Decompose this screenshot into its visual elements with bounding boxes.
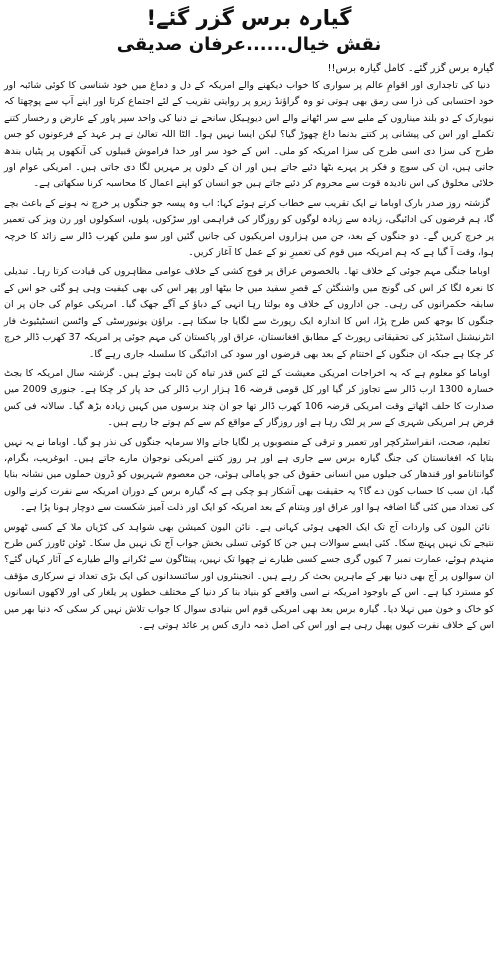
article-paragraph: دنیا کی تاجداری اور اقوامِ عالم پر سواری کا خواب دیکھنے والے امریکہ کے دل و دماغ میں خود شناسی کا کوئی شائبہ اور خود احتسابی کی ذرا سی رمق بھی ہوتی تو وہ گراؤنڈ زیرو پر روایتی تقریب کے لئے اجتماع کرتا اور اپنے آپ سے پوچھتا کہ نیویارک کے دو بلند میناروں کے ملبے سے سر اٹھانے والے اس دیوہیکل سانحے نے دنیا کی واحد سپر پاور کے عارض و رخسار کتنے تکملے اور اس کی پیشانی پر کتنے بدنما داغ چھوڑ گیا؟ لیکن ایسا نہیں ہوا۔ الٹا اللہ تعالیٰ نے ہر عہد کے فرعونوں کو جس طرح کی سزا دی اسی طرح کی سزا امریکہ کو ملی۔ اس کے خود سر اور خدا فراموش قبیلوں کی آنکھوں پر پٹیاں بندھ جاتی ہیں، ان کی سوچ و فکر پر پہرے بٹھا دئیے جاتے ہیں اور ان کے دلوں پر مہریں لگا دی جاتی ہیں۔ امریکی عوام اور خلائی مخلوق کی اس نادیدہ قوت سے محروم کر دئیے جاتے ہیں جو انسان کو اپنے اعمال کا محاسبہ کرنا سکھاتی ہے۔	[4, 80, 494, 190]
article-subline: گیارہ برس گزر گئے۔ کامل گیارہ برس!!	[327, 63, 494, 74]
article-paragraph: اوباما کو معلوم ہے کہ یہ اخراجات امریکی معیشت کے لئے کس قدر تباہ کن ثابت ہوئے ہیں۔ گزشتہ سال امریکہ کا بجٹ خسارہ 1300 ارب ڈالر سے تجاوز کر گیا اور کل قومی قرضہ 16 ہزار ارب ڈالر کی حد پار کر چکا ہے۔ جنوری 2009 میں صدارت کا حلف اٹھاتے وقت امریکی قرضہ 106 کھرب ڈالر تھا جو ان چند برسوں میں کہیں زیادہ بڑھ گیا۔ سالانہ فی کس قرض ہر امریکی شہری کے سر پر لٹک رہا ہے اور روزگار کے مواقع کم سے کم ہوتے جا رہے ہیں۔	[4, 367, 494, 429]
article-paragraph: اوباما جنگی مہم جوئی کے خلاف تھا۔ بالخصوص عراق پر فوج کشی کے خلاف عوامی مظاہروں کی قیادت کرتا رہا۔ تبدیلی کا نعرہ لگا کر اس کی گونج میں واشنگٹن کے قصرِ سفید میں جا بیٹھا اور پھر اس کی بھی کیفیت وہی ہو گئی جو اس کے سابقہ حکمرانوں کی رہی۔ جن اداروں کے خلاف وہ بولتا رہا انہی کے دباؤ کے آگے جھک گیا۔ امریکی عوام کی جان پر ان جنگوں کا بوجھ کس طرح پڑا، اس کا اندازہ ایک رپورٹ سے لگایا جا سکتا ہے۔ براؤن یونیورسٹی کے واٹسن انسٹیٹیوٹ فار انٹرنیشنل اسٹڈیز کی تحقیقاتی رپورٹ کے مطابق افغانستان، عراق اور پاکستان کی مہم جوئی پر امریکہ 37 کھرب ڈالر خرچ کر چکا ہے جبکہ ان جنگوں کے اختتام کے بعد بھی قرضوں اور سود کی ادائیگی کا سلسلہ جاری رہے گا۔	[4, 266, 494, 360]
article-byline: نقش خیال......عرفان صدیقی	[116, 34, 382, 55]
article-paragraph: گزشتہ روز صدر بارک اوباما نے ایک تقریب سے خطاب کرتے ہوئے کہا: اب وہ پیسہ جو جنگوں پر خرچ نہ ہونے کے باعث بچے گا، ہم قرضوں کی ادائیگی، زیادہ سے زیادہ لوگوں کو روزگار کی فراہمی اور سڑکوں، پلوں، اسکولوں اور رن ویز کی تعمیر پر خرچ کریں گے۔ دو جنگوں کے بعد، جن میں ہزاروں امریکیوں کی جانیں گئیں اور سو ملین کھرب ڈالر سے زائد کا خرچہ ہوا، وقت آ گیا ہے کہ ہم امریکہ میں قوم کی تعمیرِ نو کے عمل کا آغاز کریں۔	[4, 197, 494, 259]
article-body	[4, 60, 494, 634]
article-paragraph: نائن الیون کی واردات آج تک ایک الجھی ہوئی کہانی ہے۔ نائن الیون کمیشن بھی شواہد کی کڑیاں ملا کے کسی ٹھوس نتیجے تک نہیں پہنچ سکا۔ کئی ایسے سوالات ہیں جن کا کوئی تسلی بخش جواب آج تک نہیں مل سکا۔ ٹوئن ٹاورز کس طرح منہدم ہوئے، عمارت نمبر 7 کیوں گری جسے کسی طیارے نے چھوا تک نہیں، پینٹاگون سے ٹکرانے والے طیارے کے آثار کہاں گئے؟ ان سوالوں پر آج بھی دنیا بھر کے ماہرین بحث کر رہے ہیں۔ انجینئروں اور سائنسدانوں کی ایک بڑی تعداد نے سرکاری مؤقف کو مسترد کیا ہے۔ اس کے باوجود امریکہ نے اسی واقعے کو بنیاد بنا کر دنیا کے مختلف خطوں پر یلغار کی اور لاکھوں انسانوں کو خاک و خون میں نہلا دیا۔ گیارہ برس بعد بھی امریکی قوم اس بنیادی سوال کا جواب تلاش نہیں کر سکی کہ دنیا بھر میں اس کے خلاف نفرت کیوں پھیل رہی ہے اور اس کی اصل ذمہ داری کس پر عائد ہوتی ہے۔	[4, 521, 494, 631]
article-paragraph: تعلیم، صحت، انفراسٹرکچر اور تعمیر و ترقی کے منصوبوں پر لگایا جانے والا سرمایہ جنگوں کی نذر ہو گیا۔ اوباما نے یہ نہیں بتایا کہ افغانستان کی جنگ گیارہ برس سے جاری ہے اور ہر روز کتنے امریکی نوجوان مارے جاتے ہیں۔ ابوغریب، بگرام، گوانتانامو اور قندھار کی جیلوں میں انسانی حقوق کی جو پامالی ہوئی، جن معصوم شہریوں کو ڈرون حملوں میں نشانہ بنایا گیا، ان سب کا حساب کون دے گا؟ یہ حقیقت بھی آشکار ہو چکی ہے کہ گیارہ برس کے دوران امریکہ سے نفرت کرنے والوں کی تعداد میں کئی گنا اضافہ ہوا اور عراق اور ویتنام کے بعد امریکہ کو ایک اور ذلت آمیز شکست سے دوچار ہونا پڑا ہے۔	[4, 436, 494, 514]
article-headline: گیارہ برس گزر گئے!	[146, 6, 352, 30]
